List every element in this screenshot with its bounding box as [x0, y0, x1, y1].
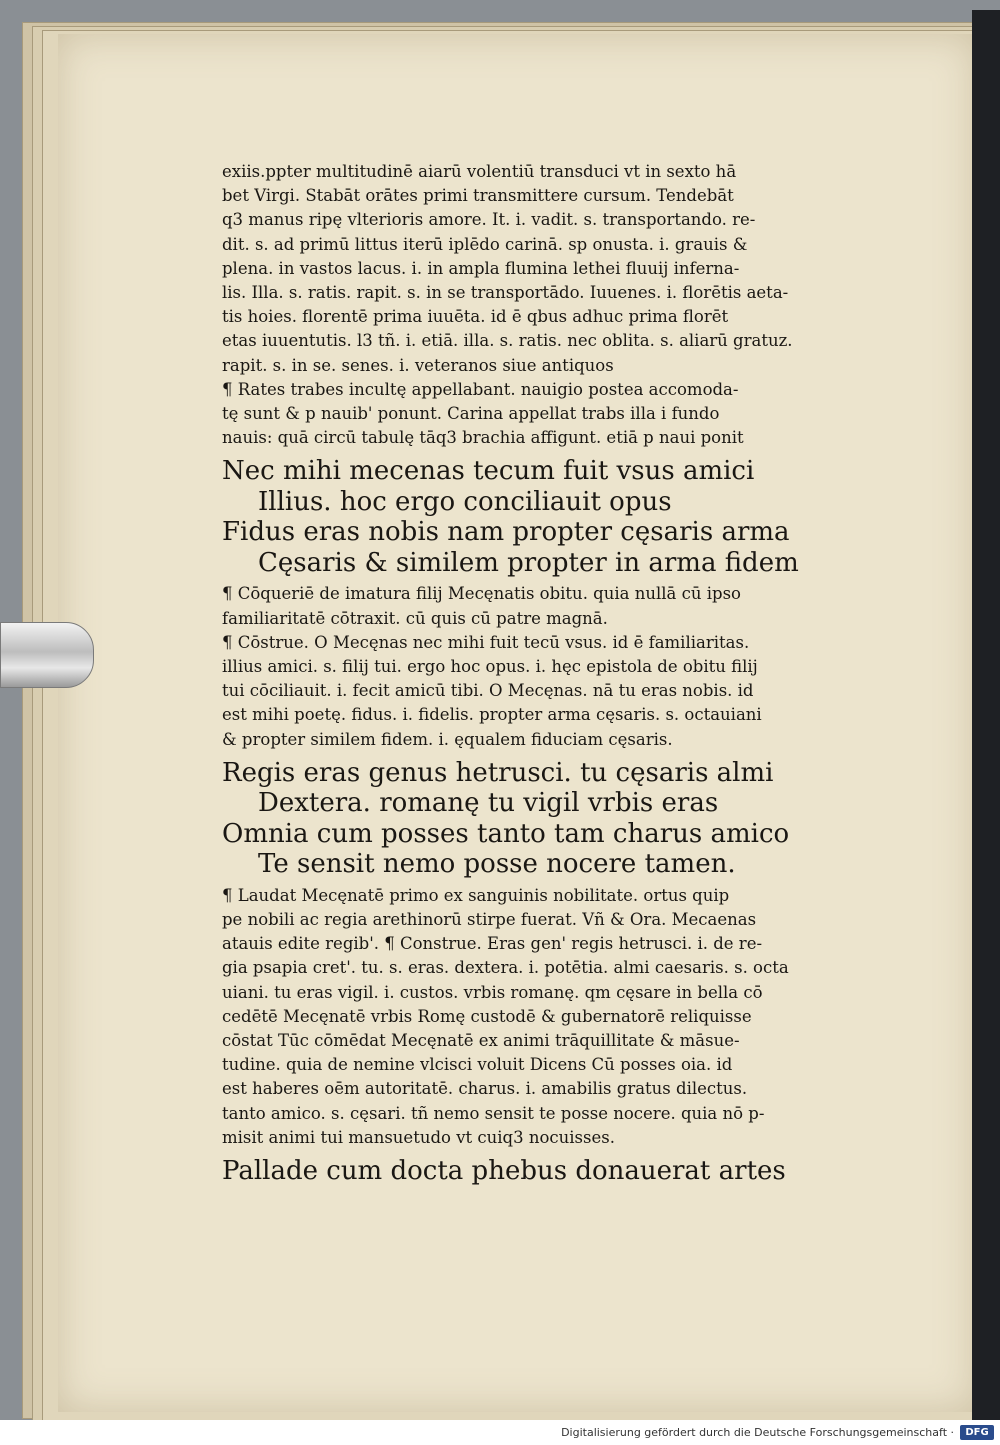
- verse-line: Cęsaris & similem propter in arma fidem: [258, 547, 799, 578]
- commentary-line: & propter similem fidem. i. ęqualem fiduciam cęsaris.: [222, 729, 673, 749]
- commentary-line: lis. Illa. s. ratis. rapit. s. in se transportādo. Iuuenes. i. florētis aeta-: [222, 283, 789, 303]
- verse-line: Fidus eras nobis nam propter cęsaris arma: [222, 517, 790, 548]
- commentary-line: bet Virgi. Stabāt orātes primi transmittere cursum. Tendebāt: [222, 186, 734, 206]
- verse-line: Nec mihi mecenas tecum fuit vsus amici: [222, 456, 755, 487]
- commentary-line: est mihi poetę. fidus. i. fidelis. propter arma cęsaris. s. octauiani: [222, 705, 762, 725]
- commentary-block: [222, 884, 822, 1150]
- commentary-line: pe nobili ac regia arethinorū stirpe fuerat. Vñ & Ora. Mecaenas: [222, 910, 757, 930]
- verse-line: Dextera. romanę tu vigil vrbis eras: [258, 788, 719, 819]
- commentary-line: rapit. s. in se. senes. i. veteranos siue antiquos: [222, 355, 614, 375]
- verse-block: [222, 758, 822, 880]
- page-text: [222, 160, 822, 1191]
- glass-weight-clasp: [0, 622, 94, 688]
- verse-line: Pallade cum docta phebus donauerat artes: [222, 1156, 786, 1187]
- commentary-line: ¶ Cōqueriē de imatura filij Mecęnatis obitu. quia nullā cū ipso: [222, 584, 741, 604]
- commentary-line: etas iuuentutis. l3 tñ. i. etiā. illa. s. ratis. nec oblita. s. aliarū gratuz.: [222, 331, 793, 351]
- commentary-line: tis hoies. florentē prima iuuēta. id ē qbus adhuc prima florēt: [222, 307, 729, 327]
- commentary-line: atauis edite regib'. ¶ Construe. Eras gen' regis hetrusci. i. de re-: [222, 934, 763, 954]
- commentary-line: gia psapia cret'. tu. s. eras. dextera. i. potētia. almi caesaris. s. octa: [222, 958, 789, 978]
- commentary-line: q3 manus ripę vlterioris amore. It. i. vadit. s. transportando. re-: [222, 210, 756, 230]
- digitization-footer: [0, 1420, 1000, 1445]
- commentary-block: [222, 582, 822, 751]
- verse-line: Regis eras genus hetrusci. tu cęsaris almi: [222, 757, 774, 788]
- funding-credit: Digitalisierung gefördert durch die Deutsche Forschungsgemeinschaft ·: [561, 1426, 954, 1439]
- commentary-line: est haberes oēm autoritatē. charus. i. amabilis gratus dilectus.: [222, 1079, 748, 1099]
- commentary-line: uiani. tu eras vigil. i. custos. vrbis romanę. qm cęsare in bella cō: [222, 982, 763, 1002]
- book-gutter: [972, 10, 1000, 1420]
- commentary-line: ¶ Cōstrue. O Mecęnas nec mihi fuit tecū vsus. id ē familiaritas.: [222, 632, 750, 652]
- verse-block: [222, 1156, 822, 1187]
- verse-line: Te sensit nemo posse nocere tamen.: [258, 849, 736, 880]
- commentary-line: exiis.ppter multitudinē aiarū volentiū transduci vt in sexto hā: [222, 162, 737, 181]
- dfg-logo-icon: DFG: [960, 1425, 994, 1440]
- commentary-line: misit animi tui mansuetudo vt cuiq3 nocuisses.: [222, 1127, 615, 1147]
- commentary-line: tę sunt & p nauib' ponunt. Carina appellat trabs illa i fundo: [222, 404, 720, 424]
- commentary-line: tui cōciliauit. i. fecit amicū tibi. O Mecęnas. nā tu eras nobis. id: [222, 681, 754, 701]
- commentary-line: ¶ Rates trabes incultę appellabant. nauigio postea accomoda-: [222, 379, 739, 399]
- commentary-line: familiaritatē cōtraxit. cū quis cū patre magnā.: [222, 608, 608, 628]
- verse-line: Omnia cum posses tanto tam charus amico: [222, 818, 790, 849]
- commentary-line: illius amici. s. filij tui. ergo hoc opus. i. hęc epistola de obitu filij: [222, 657, 758, 677]
- verse-block: [222, 456, 822, 578]
- commentary-line: nauis: quā circū tabulę tāq3 brachia affigunt. etiā p naui ponit: [222, 428, 744, 448]
- verse-line: Illius. hoc ergo conciliauit opus: [258, 486, 672, 517]
- commentary-line: cōstat Tūc cōmēdat Mecęnatē ex animi trāquillitate & māsue-: [222, 1031, 740, 1051]
- commentary-line: tanto amico. s. cęsari. tñ nemo sensit te posse nocere. quia nō p-: [222, 1103, 765, 1123]
- commentary-line: tudine. quia de nemine vlcisci voluit Dicens Cū posses oia. id: [222, 1055, 733, 1075]
- commentary-line: ¶ Laudat Mecęnatē primo ex sanguinis nobilitate. ortus quip: [222, 885, 730, 905]
- commentary-line: dit. s. ad primū littus iterū iplēdo carinā. sp onusta. i. grauis &: [222, 234, 748, 254]
- commentary-block: [222, 160, 822, 450]
- commentary-line: plena. in vastos lacus. i. in ampla flumina lethei fluuij inferna-: [222, 258, 740, 278]
- commentary-line: cedētē Mecęnatē vrbis Romę custodē & gubernatorē reliquisse: [222, 1006, 752, 1026]
